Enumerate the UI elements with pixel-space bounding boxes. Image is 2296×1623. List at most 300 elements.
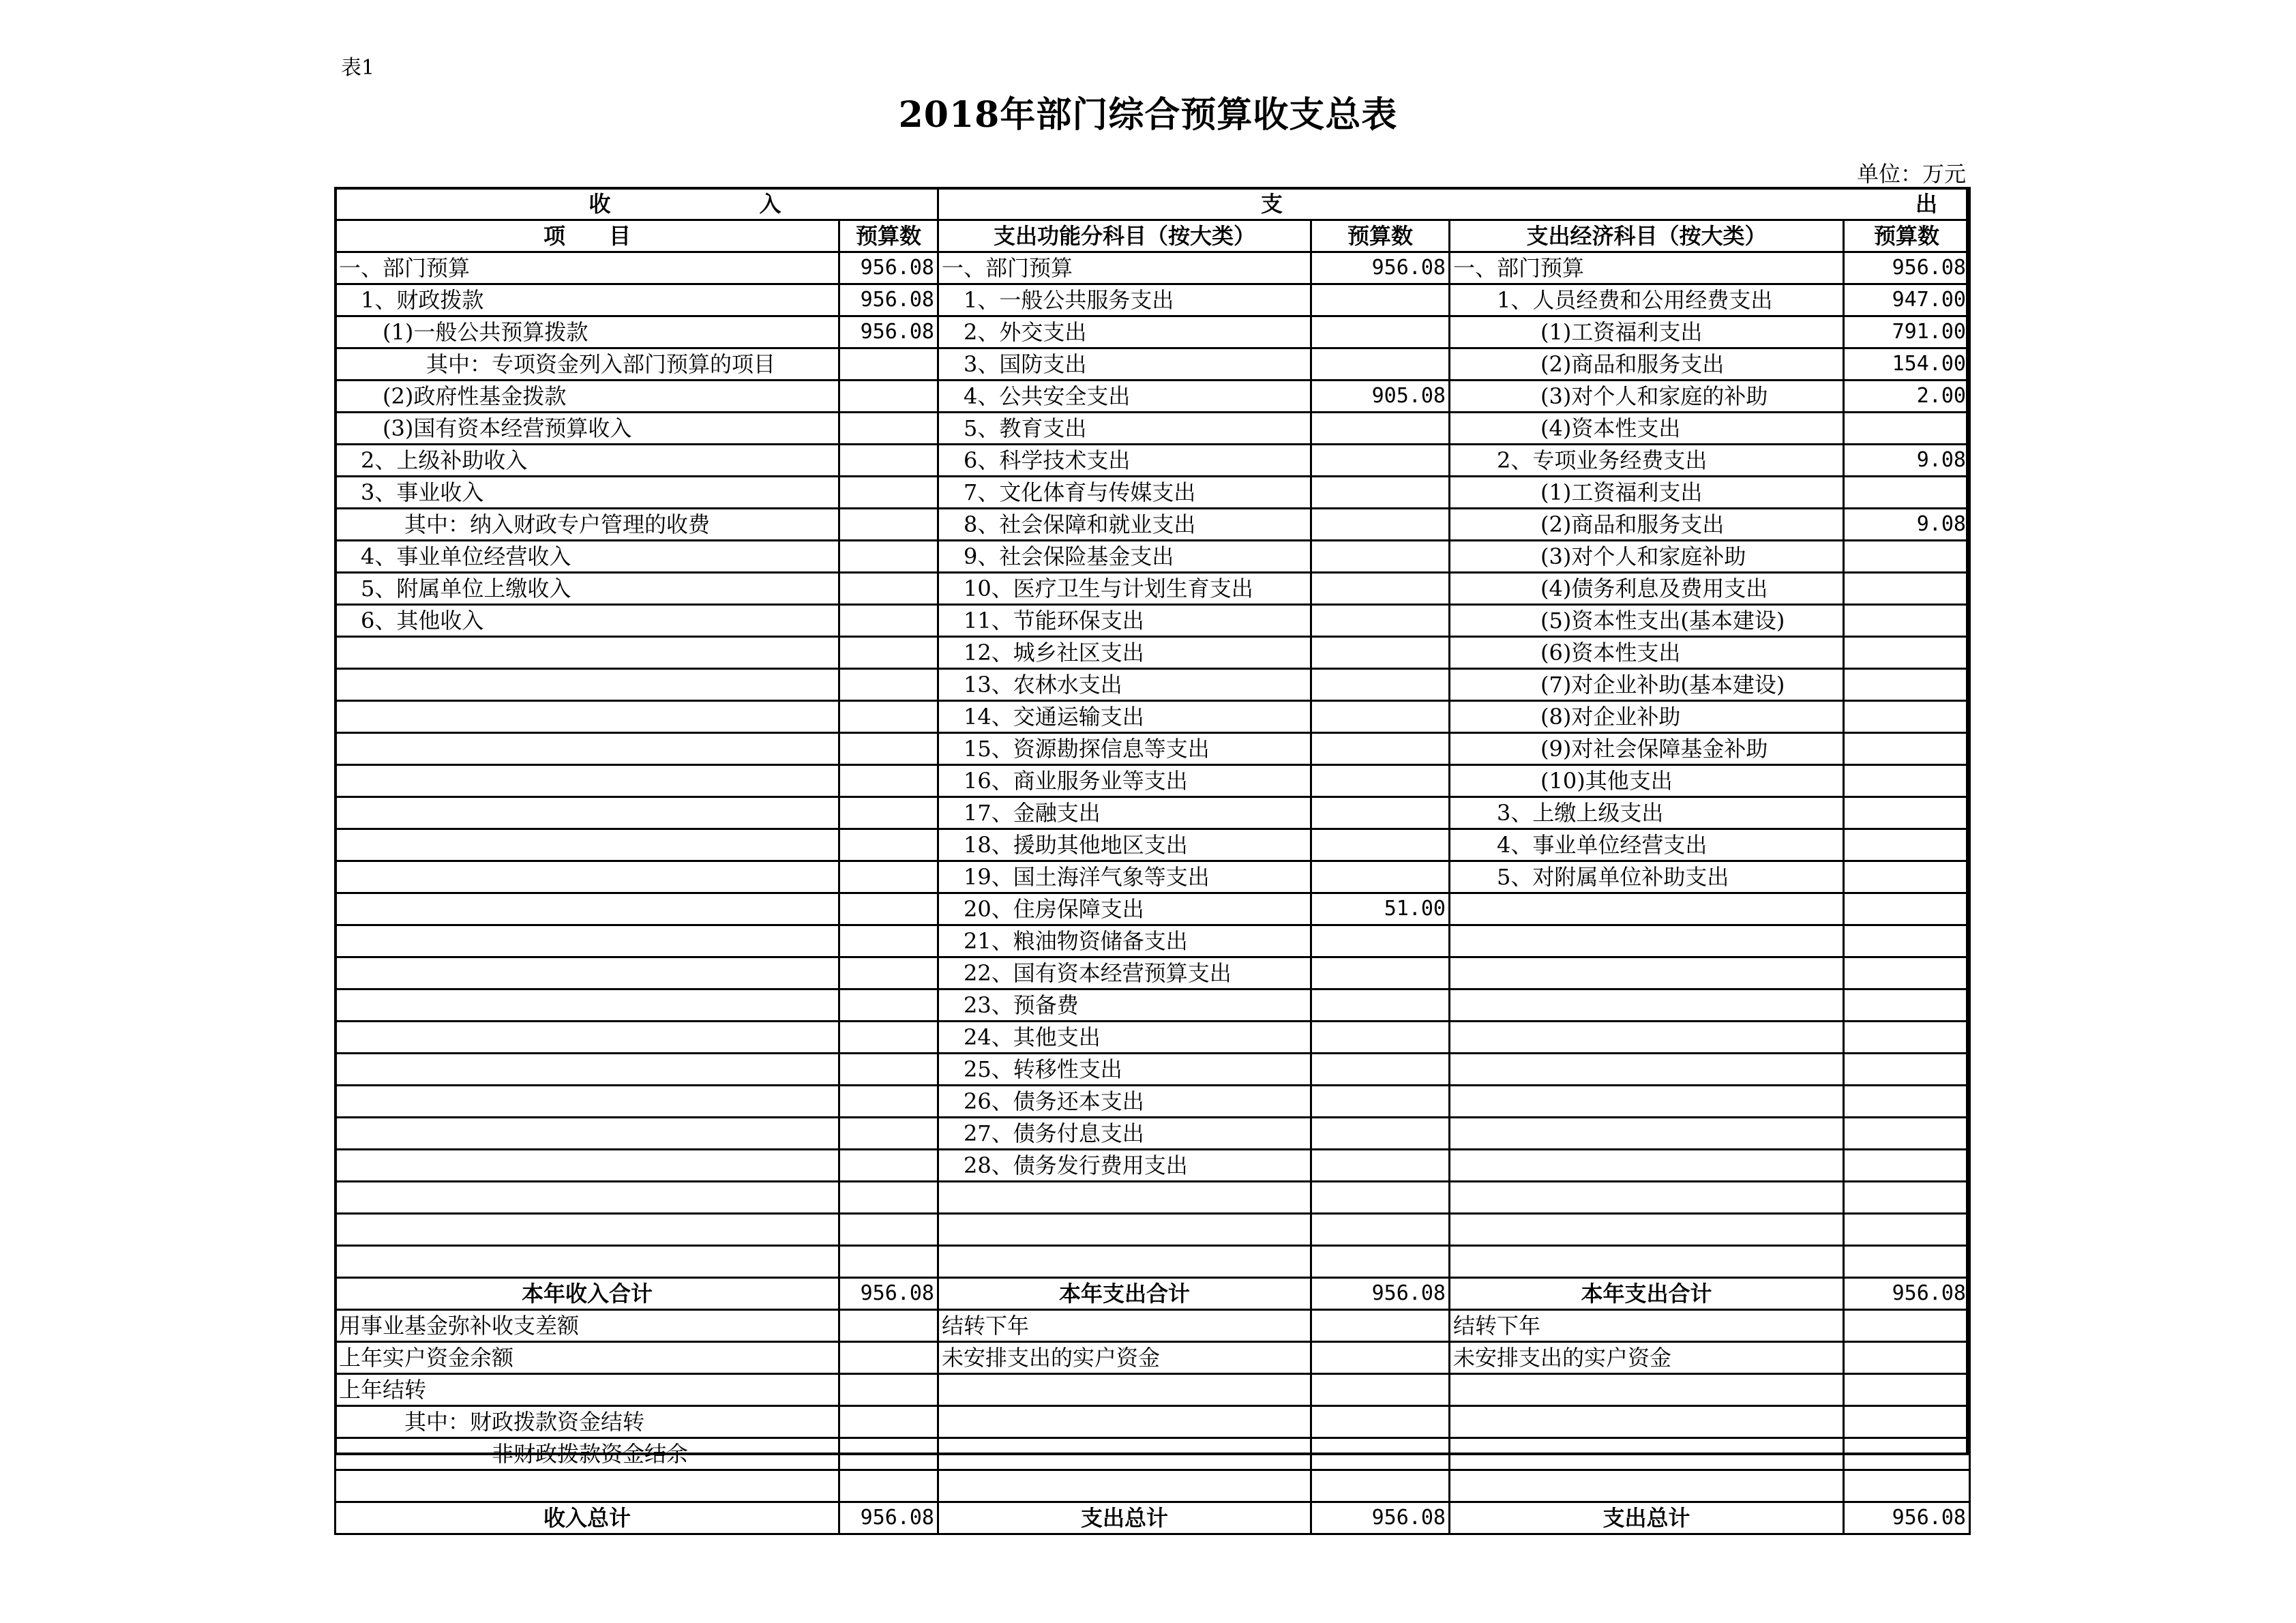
economic-budget-cell: 9.08: [1844, 445, 1970, 477]
income-item-cell: [336, 1118, 839, 1150]
income-budget-cell: 956.08: [839, 252, 938, 284]
functional-item-cell: 未安排支出的实户资金: [938, 1342, 1311, 1374]
functional-item-cell: 22、国有资本经营预算支出: [938, 957, 1311, 989]
table-row: [336, 989, 1970, 1022]
functional-budget-cell: 956.08: [1311, 252, 1450, 284]
economic-budget-cell: 9.08: [1844, 509, 1970, 541]
economic-grand-total-label: 支出总计: [1450, 1502, 1844, 1534]
income-item-cell: [336, 1022, 839, 1054]
economic-item-cell: (1)工资福利支出: [1450, 477, 1844, 509]
functional-budget-cell: [1311, 1246, 1450, 1278]
functional-item-cell: 11、节能环保支出: [938, 605, 1311, 637]
economic-item-cell: 结转下年: [1450, 1310, 1844, 1342]
income-budget-cell: [839, 1470, 938, 1502]
functional-item-cell: 13、农林水支出: [938, 669, 1311, 701]
functional-item-cell: 结转下年: [938, 1310, 1311, 1342]
functional-item-cell: [938, 1374, 1311, 1406]
table-row: [336, 1086, 1970, 1118]
economic-budget-cell: [1844, 1246, 1970, 1278]
table-row: [336, 1022, 1970, 1054]
economic-budget-cell: [1844, 1342, 1970, 1374]
table-row: [336, 541, 1970, 573]
functional-item-cell: 5、教育支出: [938, 413, 1311, 445]
income-item-cell: [336, 861, 839, 893]
table-row: [336, 733, 1970, 765]
income-item-cell: (1)一般公共预算拨款: [336, 316, 839, 348]
carryover-row: [336, 1310, 1970, 1342]
table-row: [336, 348, 1970, 381]
economic-item-cell: [1450, 989, 1844, 1022]
income-budget-cell: [839, 477, 938, 509]
economic-budget-cell: [1844, 1470, 1970, 1502]
economic-budget-cell: [1844, 989, 1970, 1022]
table-row: [336, 1214, 1970, 1246]
economic-budget-cell: [1844, 669, 1970, 701]
functional-item-cell: 15、资源勘探信息等支出: [938, 733, 1311, 765]
functional-item-cell: 9、社会保险基金支出: [938, 541, 1311, 573]
economic-budget-cell: [1844, 637, 1970, 669]
functional-budget-cell: [1311, 733, 1450, 765]
income-group-header: [336, 188, 938, 220]
economic-item-cell: (7)对企业补助(基本建设): [1450, 669, 1844, 701]
table-row: [336, 573, 1970, 605]
economic-item-cell: (2)商品和服务支出: [1450, 509, 1844, 541]
income-budget-cell: [839, 413, 938, 445]
economic-item-cell: [1450, 1470, 1844, 1502]
carryover-row: [336, 1438, 1970, 1470]
income-item-cell: 非财政拨款资金结余: [336, 1438, 839, 1470]
income-item-cell: 2、上级补助收入: [336, 445, 839, 477]
year-total-row: [336, 1278, 1970, 1310]
table-row: [336, 1118, 1970, 1150]
economic-item-cell: (4)资本性支出: [1450, 413, 1844, 445]
functional-budget-cell: [1311, 348, 1450, 381]
income-item-cell: [336, 1150, 839, 1182]
economic-budget-cell: [1844, 541, 1970, 573]
functional-budget-cell: [1311, 477, 1450, 509]
income-item-cell: [336, 829, 839, 861]
income-year-total-value: 956.08: [839, 1278, 938, 1310]
table-row: [336, 957, 1970, 989]
income-item-cell: [336, 893, 839, 925]
functional-item-cell: 8、社会保障和就业支出: [938, 509, 1311, 541]
income-item-cell: 其中：纳入财政专户管理的收费: [336, 509, 839, 541]
income-budget-cell: [839, 861, 938, 893]
functional-budget-cell: [1311, 1406, 1450, 1438]
income-item-cell: [336, 989, 839, 1022]
functional-budget-cell: [1311, 765, 1450, 797]
table-row: [336, 252, 1970, 284]
functional-budget-cell: [1311, 1054, 1450, 1086]
col-header-economic-category: 支出经济科目（按大类）: [1450, 220, 1844, 252]
budget-summary-table: [334, 187, 1971, 1535]
table-row: [336, 284, 1970, 316]
economic-item-cell: 5、对附属单位补助支出: [1450, 861, 1844, 893]
economic-item-cell: 4、事业单位经营支出: [1450, 829, 1844, 861]
col-header-functional-budget: 预算数: [1311, 220, 1450, 252]
functional-item-cell: 23、预备费: [938, 989, 1311, 1022]
economic-budget-cell: [1844, 733, 1970, 765]
income-budget-cell: [839, 1118, 938, 1150]
functional-budget-cell: [1311, 1310, 1450, 1342]
functional-budget-cell: [1311, 1022, 1450, 1054]
income-item-cell: [336, 701, 839, 733]
economic-item-cell: 1、人员经费和公用经费支出: [1450, 284, 1844, 316]
income-budget-cell: [839, 669, 938, 701]
table-row: [336, 445, 1970, 477]
functional-budget-cell: [1311, 284, 1450, 316]
economic-budget-cell: [1844, 765, 1970, 797]
functional-year-total-label: 本年支出合计: [938, 1278, 1311, 1310]
economic-budget-cell: [1844, 1118, 1970, 1150]
table-row: [336, 1182, 1970, 1214]
functional-item-cell: 28、债务发行费用支出: [938, 1150, 1311, 1182]
economic-budget-cell: [1844, 1086, 1970, 1118]
economic-item-cell: (2)商品和服务支出: [1450, 348, 1844, 381]
functional-item-cell: [938, 1182, 1311, 1214]
functional-year-total-value: 956.08: [1311, 1278, 1450, 1310]
economic-budget-cell: [1844, 797, 1970, 829]
economic-item-cell: [1450, 1118, 1844, 1150]
functional-budget-cell: [1311, 829, 1450, 861]
economic-grand-total-value: 956.08: [1844, 1502, 1970, 1534]
functional-item-cell: [938, 1406, 1311, 1438]
functional-item-cell: [938, 1438, 1311, 1470]
table-row: [336, 1150, 1970, 1182]
income-item-cell: 上年结转: [336, 1374, 839, 1406]
col-header-economic-budget: 预算数: [1844, 220, 1970, 252]
income-item-cell: 6、其他收入: [336, 605, 839, 637]
economic-budget-cell: 956.08: [1844, 252, 1970, 284]
functional-budget-cell: [1311, 316, 1450, 348]
economic-item-cell: (3)对个人和家庭补助: [1450, 541, 1844, 573]
expense-group-char-2: 出: [1915, 191, 1937, 217]
functional-grand-total-value: 956.08: [1311, 1502, 1450, 1534]
economic-item-cell: [1450, 1086, 1844, 1118]
income-group-char-2: 入: [759, 191, 781, 217]
economic-budget-cell: [1844, 1438, 1970, 1470]
functional-budget-cell: [1311, 1118, 1450, 1150]
economic-budget-cell: 791.00: [1844, 316, 1970, 348]
economic-budget-cell: [1844, 1150, 1970, 1182]
income-item-cell: 4、事业单位经营收入: [336, 541, 839, 573]
functional-item-cell: 4、公共安全支出: [938, 381, 1311, 413]
functional-item-cell: 一、部门预算: [938, 252, 1311, 284]
income-item-cell: 其中：专项资金列入部门预算的项目: [336, 348, 839, 381]
economic-budget-cell: [1844, 477, 1970, 509]
functional-budget-cell: [1311, 1470, 1450, 1502]
income-year-total-label: 本年收入合计: [336, 1278, 839, 1310]
table-row: [336, 893, 1970, 925]
income-budget-cell: [839, 829, 938, 861]
economic-item-cell: [1450, 1150, 1844, 1182]
expense-group-char-1: 支: [1260, 191, 1283, 217]
expense-group-header: [938, 188, 1970, 220]
functional-budget-cell: [1311, 957, 1450, 989]
table-row: [336, 477, 1970, 509]
economic-item-cell: (4)债务利息及费用支出: [1450, 573, 1844, 605]
functional-item-cell: 25、转移性支出: [938, 1054, 1311, 1086]
functional-item-cell: 27、债务付息支出: [938, 1118, 1311, 1150]
income-budget-cell: 956.08: [839, 284, 938, 316]
income-item-cell: 用事业基金弥补收支差额: [336, 1310, 839, 1342]
income-budget-cell: [839, 1406, 938, 1438]
functional-budget-cell: [1311, 413, 1450, 445]
economic-budget-cell: [1844, 1214, 1970, 1246]
functional-budget-cell: [1311, 605, 1450, 637]
economic-item-cell: [1450, 1214, 1844, 1246]
economic-budget-cell: [1844, 829, 1970, 861]
income-item-cell: 一、部门预算: [336, 252, 839, 284]
economic-budget-cell: [1844, 893, 1970, 925]
income-budget-cell: [839, 1086, 938, 1118]
economic-budget-cell: [1844, 1022, 1970, 1054]
functional-budget-cell: [1311, 1342, 1450, 1374]
income-item-cell: [336, 669, 839, 701]
economic-item-cell: 3、上缴上级支出: [1450, 797, 1844, 829]
table-row: [336, 637, 1970, 669]
income-budget-cell: [839, 701, 938, 733]
economic-item-cell: [1450, 1406, 1844, 1438]
carryover-row: [336, 1470, 1970, 1502]
economic-item-cell: 未安排支出的实户资金: [1450, 1342, 1844, 1374]
income-budget-cell: [839, 605, 938, 637]
functional-grand-total-label: 支出总计: [938, 1502, 1311, 1534]
table-row: [336, 861, 1970, 893]
income-item-cell: (3)国有资本经营预算收入: [336, 413, 839, 445]
functional-item-cell: 20、住房保障支出: [938, 893, 1311, 925]
functional-budget-cell: [1311, 573, 1450, 605]
economic-item-cell: (8)对企业补助: [1450, 701, 1844, 733]
functional-budget-cell: [1311, 445, 1450, 477]
functional-item-cell: [938, 1470, 1311, 1502]
grand-total-row: [336, 1502, 1970, 1534]
economic-budget-cell: 2.00: [1844, 381, 1970, 413]
economic-item-cell: (1)工资福利支出: [1450, 316, 1844, 348]
income-item-cell: 其中：财政拨款资金结转: [336, 1406, 839, 1438]
economic-item-cell: [1450, 925, 1844, 957]
income-grand-total-label: 收入总计: [336, 1502, 839, 1534]
functional-item-cell: 21、粮油物资储备支出: [938, 925, 1311, 957]
carryover-rows: [336, 1310, 1970, 1502]
functional-item-cell: 14、交通运输支出: [938, 701, 1311, 733]
functional-budget-cell: [1311, 797, 1450, 829]
economic-budget-cell: [1844, 1054, 1970, 1086]
income-budget-cell: [839, 1438, 938, 1470]
economic-item-cell: [1450, 1374, 1844, 1406]
economic-budget-cell: 947.00: [1844, 284, 1970, 316]
income-budget-cell: [839, 381, 938, 413]
functional-budget-cell: [1311, 1374, 1450, 1406]
income-budget-cell: [839, 765, 938, 797]
functional-budget-cell: [1311, 1150, 1450, 1182]
functional-budget-cell: [1311, 861, 1450, 893]
income-budget-cell: [839, 1374, 938, 1406]
table-row: [336, 797, 1970, 829]
functional-budget-cell: [1311, 701, 1450, 733]
economic-budget-cell: [1844, 861, 1970, 893]
income-budget-cell: [839, 1182, 938, 1214]
income-budget-cell: [839, 957, 938, 989]
income-item-cell: [336, 1054, 839, 1086]
functional-budget-cell: [1311, 509, 1450, 541]
income-grand-total-value: 956.08: [839, 1502, 938, 1534]
economic-item-cell: (3)对个人和家庭的补助: [1450, 381, 1844, 413]
income-item-cell: 5、附属单位上缴收入: [336, 573, 839, 605]
functional-item-cell: 17、金融支出: [938, 797, 1311, 829]
income-budget-cell: [839, 1214, 938, 1246]
table-row: [336, 669, 1970, 701]
income-budget-cell: [839, 573, 938, 605]
group-header-row: [336, 188, 1970, 220]
unit-label: 单位：万元: [1856, 161, 1966, 187]
functional-budget-cell: [1311, 925, 1450, 957]
economic-item-cell: [1450, 1022, 1844, 1054]
income-budget-cell: [839, 637, 938, 669]
income-budget-cell: [839, 893, 938, 925]
table-row: [336, 1246, 1970, 1278]
income-budget-cell: [839, 733, 938, 765]
economic-year-total-label: 本年支出合计: [1450, 1278, 1844, 1310]
functional-item-cell: [938, 1214, 1311, 1246]
table-row: [336, 765, 1970, 797]
table-row: [336, 381, 1970, 413]
economic-item-cell: (5)资本性支出(基本建设): [1450, 605, 1844, 637]
col-header-income-item: 项 目: [336, 220, 839, 252]
functional-budget-cell: [1311, 989, 1450, 1022]
carryover-row: [336, 1342, 1970, 1374]
table-row: [336, 1054, 1970, 1086]
income-budget-cell: [839, 445, 938, 477]
economic-budget-cell: [1844, 605, 1970, 637]
income-item-cell: [336, 765, 839, 797]
economic-budget-cell: [1844, 573, 1970, 605]
income-budget-cell: [839, 1150, 938, 1182]
functional-item-cell: 3、国防支出: [938, 348, 1311, 381]
income-budget-cell: [839, 1310, 938, 1342]
income-item-cell: [336, 733, 839, 765]
income-item-cell: (2)政府性基金拨款: [336, 381, 839, 413]
functional-budget-cell: 51.00: [1311, 893, 1450, 925]
income-group-char-1: 收: [588, 191, 611, 217]
column-header-row: [336, 220, 1970, 252]
page-title: 2018年部门综合预算收支总表: [898, 94, 1398, 136]
functional-budget-cell: [1311, 669, 1450, 701]
income-item-cell: 1、财政拨款: [336, 284, 839, 316]
income-budget-cell: [839, 797, 938, 829]
economic-item-cell: [1450, 1054, 1844, 1086]
economic-item-cell: 一、部门预算: [1450, 252, 1844, 284]
economic-year-total-value: 956.08: [1844, 1278, 1970, 1310]
economic-item-cell: [1450, 957, 1844, 989]
income-item-cell: [336, 957, 839, 989]
functional-item-cell: 6、科学技术支出: [938, 445, 1311, 477]
economic-item-cell: [1450, 893, 1844, 925]
income-item-cell: 上年实户资金余额: [336, 1342, 839, 1374]
income-budget-cell: [839, 925, 938, 957]
functional-item-cell: 12、城乡社区支出: [938, 637, 1311, 669]
table-row: [336, 316, 1970, 348]
economic-item-cell: [1450, 1182, 1844, 1214]
economic-budget-cell: [1844, 1406, 1970, 1438]
functional-budget-cell: [1311, 1438, 1450, 1470]
income-item-cell: [336, 1246, 839, 1278]
income-item-cell: [336, 797, 839, 829]
functional-item-cell: 2、外交支出: [938, 316, 1311, 348]
functional-budget-cell: [1311, 1214, 1450, 1246]
economic-budget-cell: [1844, 1310, 1970, 1342]
income-budget-cell: [839, 541, 938, 573]
table-row: [336, 509, 1970, 541]
table-row: [336, 925, 1970, 957]
table-row: [336, 829, 1970, 861]
economic-budget-cell: [1844, 957, 1970, 989]
economic-item-cell: [1450, 1438, 1844, 1470]
functional-item-cell: 7、文化体育与传媒支出: [938, 477, 1311, 509]
economic-item-cell: 2、专项业务经费支出: [1450, 445, 1844, 477]
economic-budget-cell: [1844, 925, 1970, 957]
functional-item-cell: 10、医疗卫生与计划生育支出: [938, 573, 1311, 605]
functional-item-cell: 19、国土海洋气象等支出: [938, 861, 1311, 893]
income-budget-cell: [839, 1246, 938, 1278]
functional-budget-cell: [1311, 541, 1450, 573]
table-row: [336, 701, 1970, 733]
income-item-cell: [336, 637, 839, 669]
functional-budget-cell: [1311, 1182, 1450, 1214]
carryover-row: [336, 1406, 1970, 1438]
income-item-cell: [336, 1470, 839, 1502]
col-header-income-budget: 预算数: [839, 220, 938, 252]
functional-item-cell: [938, 1246, 1311, 1278]
functional-budget-cell: [1311, 1086, 1450, 1118]
economic-item-cell: (10)其他支出: [1450, 765, 1844, 797]
economic-budget-cell: 154.00: [1844, 348, 1970, 381]
functional-item-cell: 24、其他支出: [938, 1022, 1311, 1054]
col-header-functional-category: 支出功能分科目（按大类）: [938, 220, 1311, 252]
table-row: [336, 605, 1970, 637]
income-budget-cell: [839, 1054, 938, 1086]
economic-budget-cell: [1844, 1374, 1970, 1406]
income-item-cell: 3、事业收入: [336, 477, 839, 509]
income-budget-cell: [839, 989, 938, 1022]
economic-budget-cell: [1844, 701, 1970, 733]
income-budget-cell: 956.08: [839, 316, 938, 348]
income-budget-cell: [839, 1022, 938, 1054]
economic-item-cell: [1450, 1246, 1844, 1278]
functional-item-cell: 16、商业服务业等支出: [938, 765, 1311, 797]
economic-budget-cell: [1844, 1182, 1970, 1214]
functional-item-cell: 1、一般公共服务支出: [938, 284, 1311, 316]
income-budget-cell: [839, 1342, 938, 1374]
economic-item-cell: (9)对社会保障基金补助: [1450, 733, 1844, 765]
income-budget-cell: [839, 509, 938, 541]
table-row: [336, 413, 1970, 445]
economic-item-cell: (6)资本性支出: [1450, 637, 1844, 669]
carryover-row: [336, 1374, 1970, 1406]
functional-budget-cell: [1311, 637, 1450, 669]
income-item-cell: [336, 1182, 839, 1214]
functional-budget-cell: 905.08: [1311, 381, 1450, 413]
functional-item-cell: 18、援助其他地区支出: [938, 829, 1311, 861]
income-item-cell: [336, 1086, 839, 1118]
functional-item-cell: 26、债务还本支出: [938, 1086, 1311, 1118]
income-item-cell: [336, 925, 839, 957]
income-item-cell: [336, 1214, 839, 1246]
economic-budget-cell: [1844, 413, 1970, 445]
budget-rows: [336, 252, 1970, 1278]
income-budget-cell: [839, 348, 938, 381]
table-number-label: 表1: [341, 56, 375, 80]
